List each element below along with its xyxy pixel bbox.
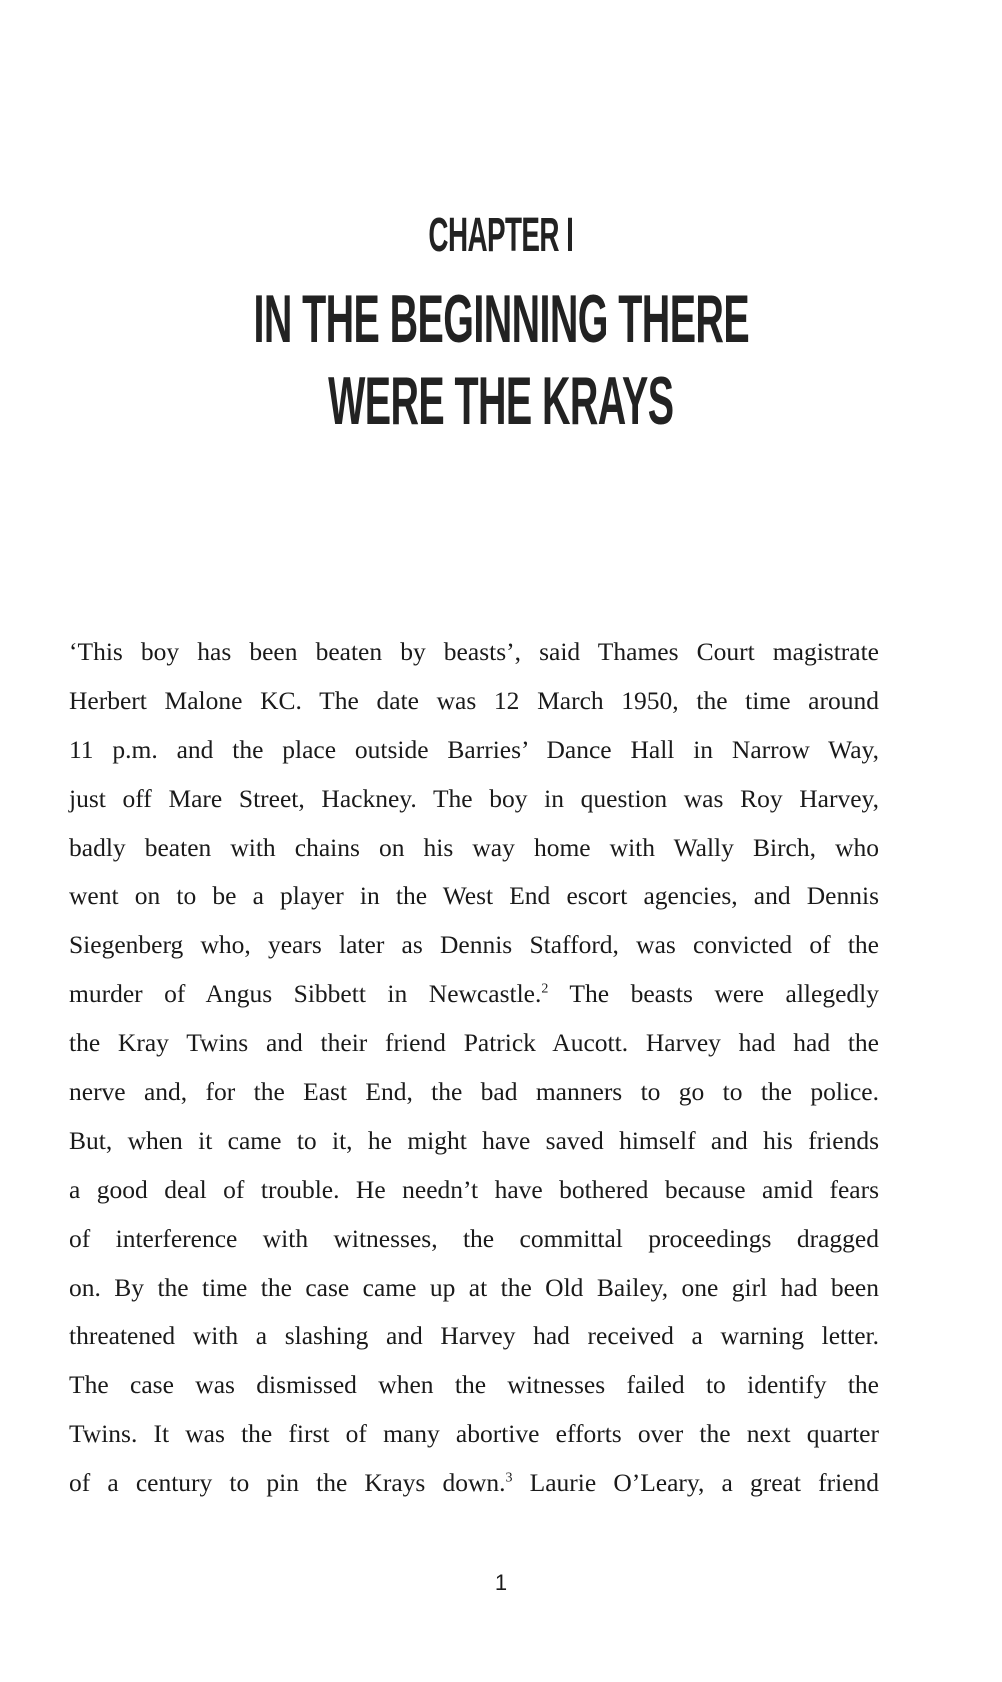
text-segment: murder of Angus Sibbett in Newcastle.	[69, 979, 542, 1009]
text-segment: Laurie O’Leary, a great friend	[512, 1468, 879, 1498]
text-line: on. By the time the case came up at the Old Bailey, one girl had been	[69, 1272, 879, 1302]
text-line: threatened with a slashing and Harvey had received a warning letter.	[69, 1321, 879, 1351]
chapter-title-line-2: WERE THE KRAYS	[328, 363, 674, 439]
text-line	[69, 970, 879, 1019]
text-line: the Kray Twins and their friend Patrick Aucott. Harvey had had the	[69, 1028, 879, 1058]
text-line: The case was dismissed when the witnesses failed to identify the	[69, 1370, 879, 1400]
text-segment: of a century to pin the Krays down.	[69, 1468, 506, 1498]
text-line: of interference with witnesses, the committal proceedings dragged	[69, 1223, 879, 1253]
text-line: a good deal of trouble. He needn’t have bothered because amid fears	[69, 1174, 879, 1204]
text-line: Twins. It was the first of many abortive efforts over the next quarter	[69, 1419, 879, 1449]
text-line	[69, 1459, 879, 1508]
text-line: went on to be a player in the West End escort agencies, and Dennis	[69, 881, 879, 911]
text-line: 11 p.m. and the place outside Barries’ Dance Hall in Narrow Way,	[69, 734, 879, 764]
text-line: badly beaten with chains on his way home with Wally Birch, who	[69, 832, 879, 862]
body-text	[69, 628, 879, 1508]
text-segment: The beasts were allegedly	[548, 979, 879, 1009]
text-line: Herbert Malone KC. The date was 12 March 1950, the time around	[69, 685, 879, 715]
chapter-label: CHAPTER I	[428, 209, 574, 262]
text-line: nerve and, for the East End, the bad manners to go to the police.	[69, 1077, 879, 1107]
page-number: 1	[494, 1570, 508, 1595]
text-line: just off Mare Street, Hackney. The boy in question was Roy Harvey,	[69, 783, 879, 813]
footnote-ref[interactable]: 3	[505, 1470, 513, 1486]
text-line: ‘This boy has been beaten by beasts’, said Thames Court magistrate	[69, 637, 879, 666]
chapter-title-line-1: IN THE BEGINNING THERE	[253, 281, 749, 357]
text-line: But, when it came to it, he might have saved himself and his friends	[69, 1125, 879, 1155]
footnote-ref[interactable]: 2	[541, 981, 549, 997]
text-line: Siegenberg who, years later as Dennis Stafford, was convicted of the	[69, 930, 879, 960]
